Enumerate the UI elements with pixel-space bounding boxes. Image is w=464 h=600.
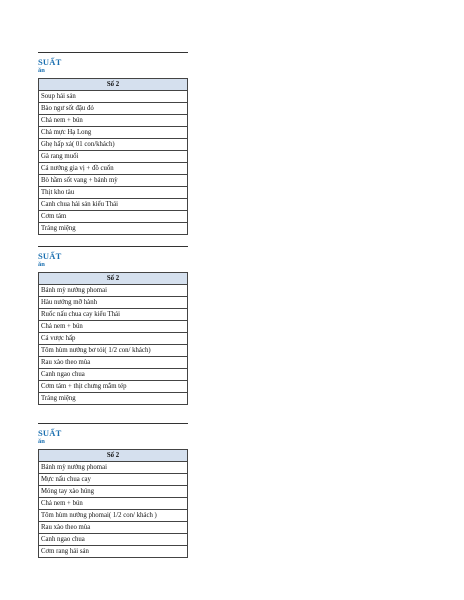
- menu-item-row: Tôm hùm nướng bơ tỏi( 1/2 con/ khách): [39, 345, 187, 357]
- menu-column-header: Số 2: [39, 273, 187, 285]
- menu-item-row: Cá vược hấp: [39, 333, 187, 345]
- menu-item-row: Ruốc nấu chua cay kiểu Thái: [39, 309, 187, 321]
- menu-title: SUẤT: [38, 428, 62, 438]
- menu-subtitle: ăn: [38, 261, 45, 268]
- menu-item-row: Soup hải sản: [39, 91, 187, 103]
- menu-column-header: Số 2: [39, 79, 187, 91]
- section-divider: [38, 423, 188, 424]
- menu-title: SUẤT: [38, 251, 62, 261]
- menu-item-row: Rau xào theo mùa: [39, 357, 187, 369]
- menu-item-row: Tráng miệng: [41, 395, 76, 402]
- menu-column-header: Số 2: [39, 450, 187, 462]
- menu-block: [38, 423, 188, 558]
- menu-item-row: Cơm tám: [39, 211, 187, 223]
- menu-item-row: Gà rang muối: [39, 151, 187, 163]
- menu-item-row: Cơm rang hải sản: [41, 548, 89, 555]
- menu-item-row: Ghẹ hấp xả( 01 con/khách): [39, 139, 187, 151]
- menu-item-row: Chả nem + bún: [39, 321, 187, 333]
- section-divider: [38, 52, 188, 53]
- menu-subtitle: ăn: [38, 67, 45, 74]
- menu-table: [38, 449, 188, 558]
- menu-item-row: Bò hầm sốt vang + bánh mỳ: [39, 175, 187, 187]
- menu-item-row: Cá nướng gia vị + đồ cuốn: [39, 163, 187, 175]
- menu-item-row: Cơm tám + thịt chưng mắm tép: [39, 381, 187, 393]
- menu-item-row: Chả nem + bún: [39, 115, 187, 127]
- menu-item-row: Tôm hùm nướng phomai( 1/2 con/ khách ): [39, 510, 187, 522]
- menu-table: [38, 272, 188, 405]
- menu-item-row: Bào ngư sốt đậu đỏ: [39, 103, 187, 115]
- menu-item-row: Bánh mỳ nướng phomai: [39, 285, 187, 297]
- menu-item-row: Bánh mỳ nướng phomai: [39, 462, 187, 474]
- menu-block: [38, 246, 188, 405]
- menu-item-row: Tráng miệng: [41, 225, 76, 232]
- menu-item-row: Canh chua hải sản kiểu Thái: [39, 199, 187, 211]
- menu-item-row: Chả nem + bún: [39, 498, 187, 510]
- menu-item-row: Thịt kho tàu: [39, 187, 187, 199]
- menu-item-row: Móng tay xào húng: [39, 486, 187, 498]
- menu-item-row: Canh ngao chua: [39, 534, 187, 546]
- menu-title: SUẤT: [38, 57, 62, 67]
- menu-item-row: Hàu nướng mỡ hành: [39, 297, 187, 309]
- menu-item-row: Canh ngao chua: [39, 369, 187, 381]
- menu-table: [38, 78, 188, 235]
- menu-item-row: Rau xào theo mùa: [39, 522, 187, 534]
- menu-item-row: Chả mực Hạ Long: [39, 127, 187, 139]
- menu-subtitle: ăn: [38, 438, 45, 445]
- section-divider: [38, 246, 188, 247]
- menu-block: [38, 52, 188, 235]
- menu-item-row: Mực nấu chua cay: [39, 474, 187, 486]
